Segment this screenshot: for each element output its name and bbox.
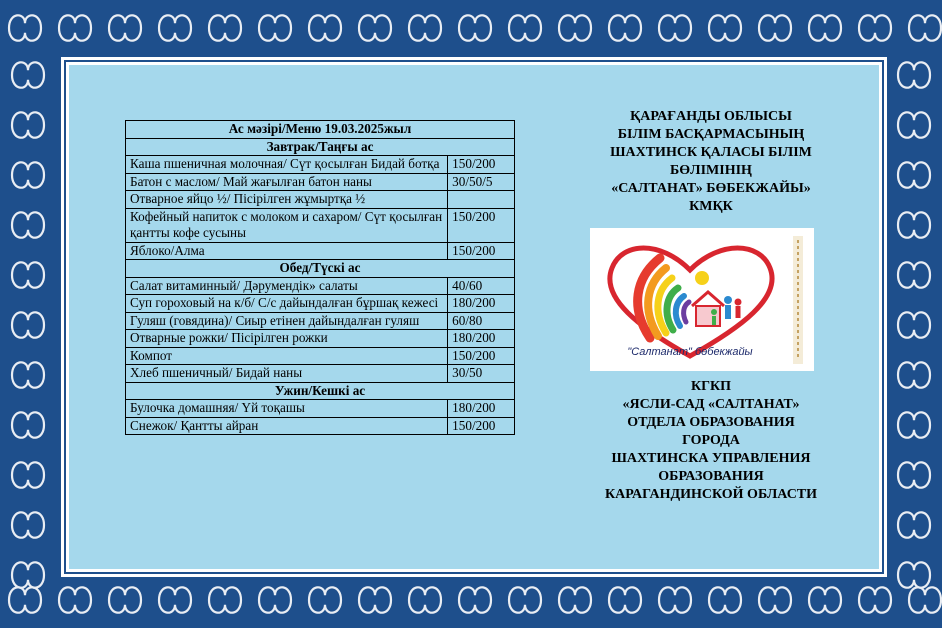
menu-item-name: Булочка домашняя/ Үй тоқашы [126, 400, 448, 418]
org-kz-line: ШАХТИНСК ҚАЛАСЫ БІЛІМ [610, 145, 812, 160]
org-ru-line: ГОРОДА [682, 433, 740, 448]
menu-item-portion: 30/50 [448, 365, 515, 383]
menu-section-header: Завтрак/Таңғы ас [126, 138, 515, 156]
menu-item-row [126, 400, 515, 418]
menu-item-name: Хлеб пшеничный/ Бидай наны [126, 365, 448, 383]
logo-caption: "Салтанат" бөбекжайы [627, 346, 753, 358]
menu-table [125, 120, 515, 435]
menu-item-row [126, 295, 515, 313]
menu-item-row [126, 208, 515, 242]
decorative-strip-icon [793, 236, 803, 364]
menu-item-portion: 30/50/5 [448, 173, 515, 191]
menu-item-portion: 180/200 [448, 295, 515, 313]
menu-item-portion: 150/200 [448, 242, 515, 260]
menu-item-row [126, 365, 515, 383]
menu-item-row [126, 312, 515, 330]
menu-section-header: Обед/Түскі ас [126, 260, 515, 278]
menu-item-row [126, 347, 515, 365]
menu-section-row [126, 382, 515, 400]
menu-item-portion: 180/200 [448, 400, 515, 418]
menu-section-row [126, 260, 515, 278]
menu-item-name: Отварное яйцо ½/ Пісірілген жұмыртқа ½ [126, 191, 448, 209]
menu-item-name: Снежок/ Қантты айран [126, 417, 448, 435]
menu-title-row [126, 121, 515, 139]
org-name-russian [574, 378, 848, 504]
org-name-kazakh [574, 108, 848, 216]
menu-item-portion: 150/200 [448, 417, 515, 435]
menu-item-name: Отварные рожки/ Пісірілген рожки [126, 330, 448, 348]
org-ru-line: КАРАГАНДИНСКОЙ ОБЛАСТИ [604, 487, 818, 502]
menu-item-row [126, 330, 515, 348]
org-kz-line: ҚАРАҒАНДЫ ОБЛЫСЫ [630, 109, 792, 124]
menu-item-portion: 60/80 [448, 312, 515, 330]
menu-item-portion: 40/60 [448, 277, 515, 295]
org-ru-line: ОБРАЗОВАНИЯ [658, 469, 764, 484]
menu-item-name: Кофейный напиток с молоком и сахаром/ Сүт қосылған қантты кофе сусыны [126, 208, 448, 242]
org-ru-line: КГКП [690, 379, 732, 394]
menu-item-row [126, 191, 515, 209]
org-ru-line: «ЯСЛИ-САД «САЛТАНАТ» [622, 397, 800, 412]
kindergarten-logo [590, 228, 814, 371]
menu-item-portion: 180/200 [448, 330, 515, 348]
org-kz-line: КМҚК [689, 199, 733, 214]
menu-item-name: Гуляш (говядина)/ Сиыр етінен дайындалған гуляш [126, 312, 448, 330]
menu-item-name: Батон с маслом/ Май жағылған батон наны [126, 173, 448, 191]
menu-item-portion: 150/200 [448, 208, 515, 242]
org-kz-line: БӨЛІМІНІҢ [670, 163, 752, 178]
menu-item-portion: 150/200 [448, 156, 515, 174]
org-kz-line: БІЛІМ БАСҚАРМАСЫНЫҢ [617, 127, 805, 142]
menu-item-name: Суп гороховый на к/б/ С/с дайындалған бұршақ кежесі [126, 295, 448, 313]
menu-title: Ас мәзірі/Меню 19.03.2025жыл [126, 121, 515, 139]
menu-item-row [126, 277, 515, 295]
menu-item-portion: 150/200 [448, 347, 515, 365]
menu-item-name: Салат витаминный/ Дәрумендік» салаты [126, 277, 448, 295]
menu-section-row [126, 138, 515, 156]
menu-item-name: Каша пшеничная молочная/ Сүт қосылған Бидай ботқа [126, 156, 448, 174]
menu-section-header: Ужин/Кешкі ас [126, 382, 515, 400]
menu-item-row [126, 242, 515, 260]
menu-item-name: Яблоко/Алма [126, 242, 448, 260]
org-kz-line: «САЛТАНАТ» БӨБЕКЖАЙЫ» [611, 181, 811, 196]
menu-item-row [126, 173, 515, 191]
menu-item-row [126, 417, 515, 435]
menu-item-name: Компот [126, 347, 448, 365]
org-ru-line: ОТДЕЛА ОБРАЗОВАНИЯ [627, 415, 795, 430]
menu-item-row [126, 156, 515, 174]
menu-item-portion [448, 191, 515, 209]
org-ru-line: ШАХТИНСКА УПРАВЛЕНИЯ [611, 451, 811, 466]
